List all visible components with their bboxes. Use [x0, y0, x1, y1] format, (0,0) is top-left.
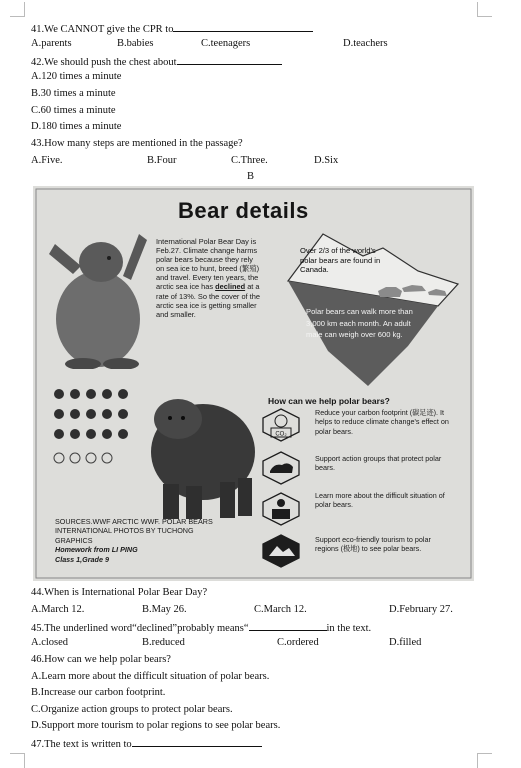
map-fact-walk: Polar bears can walk more than 3,000 km each month. An adult male can weigh over 600 kg.: [306, 307, 413, 339]
option[interactable]: B.babies: [117, 38, 154, 49]
credit-line: Class 1,Grade 9: [55, 554, 109, 564]
question-43: 43.How many steps are mentioned in the passage?: [31, 138, 243, 149]
answer-blank[interactable]: [249, 620, 327, 631]
option[interactable]: A.March 12.: [31, 604, 85, 615]
eco-tourism-icon: [261, 534, 301, 568]
article-title: Bear details: [178, 198, 309, 223]
action-group-icon: [261, 451, 301, 485]
credit-line: Homework from LI PING: [55, 545, 138, 555]
answer-blank[interactable]: [173, 21, 313, 32]
option[interactable]: C.Three.: [231, 155, 268, 166]
option[interactable]: B.Increase our carbon footprint.: [31, 687, 166, 698]
option[interactable]: B.May 26.: [142, 604, 187, 615]
option[interactable]: D.February 27.: [389, 604, 453, 615]
corner-mark-top-right: [477, 2, 492, 17]
option[interactable]: C.Organize action groups to protect polar bears.: [31, 704, 233, 715]
option[interactable]: D.filled: [389, 637, 422, 648]
option[interactable]: A.Learn more about the difficult situation of polar bears.: [31, 671, 270, 682]
tip-learn-more: Learn more about the difficult situation of polar bears.: [315, 491, 445, 510]
question-45: [31, 620, 371, 636]
corner-mark-bottom-right: [477, 753, 492, 768]
option[interactable]: D.teachers: [343, 38, 388, 49]
option[interactable]: B.30 times a minute: [31, 88, 116, 99]
sources-text: SOURCES.WWF ARCTIC WWF. POLAR BEARS INTERNATIONAL PHOTOS BY TUCHONG GRAPHICS: [55, 517, 213, 545]
section-label: B: [247, 171, 255, 182]
question-text-end: in the text.: [326, 623, 372, 634]
article-sources: [55, 517, 230, 564]
tip-action-groups: Support action groups that protect polar bears.: [315, 454, 442, 473]
intro-text-1: International Polar Bear Day is Feb.27. Climate change harms polar bears because they rely on sea ice to hunt, breed (繁殖) and travel. Every ten years, the arctic sea ice has: [156, 237, 260, 292]
question-text: 47.The text is written to: [31, 739, 132, 750]
intro-text-2: at a rate of 13%. So the cover of the arctic sea ice is getting smaller and smaller.: [156, 282, 260, 319]
svg-text:CO₂: CO₂: [275, 431, 287, 438]
option[interactable]: D.Support more tourism to polar regions to see polar bears.: [31, 720, 281, 731]
question-42: [31, 54, 282, 70]
question-text: 45.The underlined word“declined”probably means“: [31, 623, 249, 634]
question-text: 42.We should push the chest about: [31, 57, 177, 68]
option[interactable]: C.teenagers: [201, 38, 251, 49]
option[interactable]: A.120 times a minute: [31, 71, 122, 82]
corner-mark-top-left: [10, 2, 25, 17]
question-41: [31, 21, 313, 37]
option[interactable]: D.Six: [314, 155, 339, 166]
option[interactable]: D.180 times a minute: [31, 121, 122, 132]
answer-blank[interactable]: [132, 736, 262, 747]
bear-icons-grid: [51, 386, 133, 471]
learn-more-icon: [261, 492, 301, 526]
option[interactable]: C.March 12.: [254, 604, 307, 615]
option[interactable]: A.closed: [31, 637, 69, 648]
question-text: 41.We CANNOT give the CPR to: [31, 24, 174, 35]
how-help-heading: How can we help polar bears?: [268, 396, 390, 406]
option[interactable]: A.Five.: [31, 155, 63, 166]
map-fact-canada: Over 2/3 of the world's polar bears are found in Canada.: [300, 246, 381, 274]
option[interactable]: B.reduced: [142, 637, 185, 648]
article-intro: [156, 237, 260, 319]
question-47: [31, 736, 262, 752]
option[interactable]: C.60 times a minute: [31, 105, 116, 116]
answer-blank[interactable]: [177, 54, 282, 65]
carbon-footprint-icon: [261, 408, 301, 442]
option[interactable]: B.Four: [147, 155, 177, 166]
tip-eco-tourism: Support eco-friendly tourism to polar regions (极地) to see polar bears.: [315, 535, 431, 554]
underlined-word: declined: [215, 282, 246, 292]
tip-carbon: Reduce your carbon footprint (碳足迹). It helps to reduce climate change's effect on polar bears.: [315, 408, 449, 436]
question-46: 46.How can we help polar bears?: [31, 654, 171, 665]
question-44: 44.When is International Polar Bear Day?: [31, 587, 208, 598]
option[interactable]: C.ordered: [277, 637, 319, 648]
corner-mark-bottom-left: [10, 753, 25, 768]
option[interactable]: A.parents: [31, 38, 72, 49]
article-image: [33, 186, 474, 581]
sitting-bear-illustration: [43, 214, 153, 369]
polar-bear-photo: [128, 374, 268, 524]
